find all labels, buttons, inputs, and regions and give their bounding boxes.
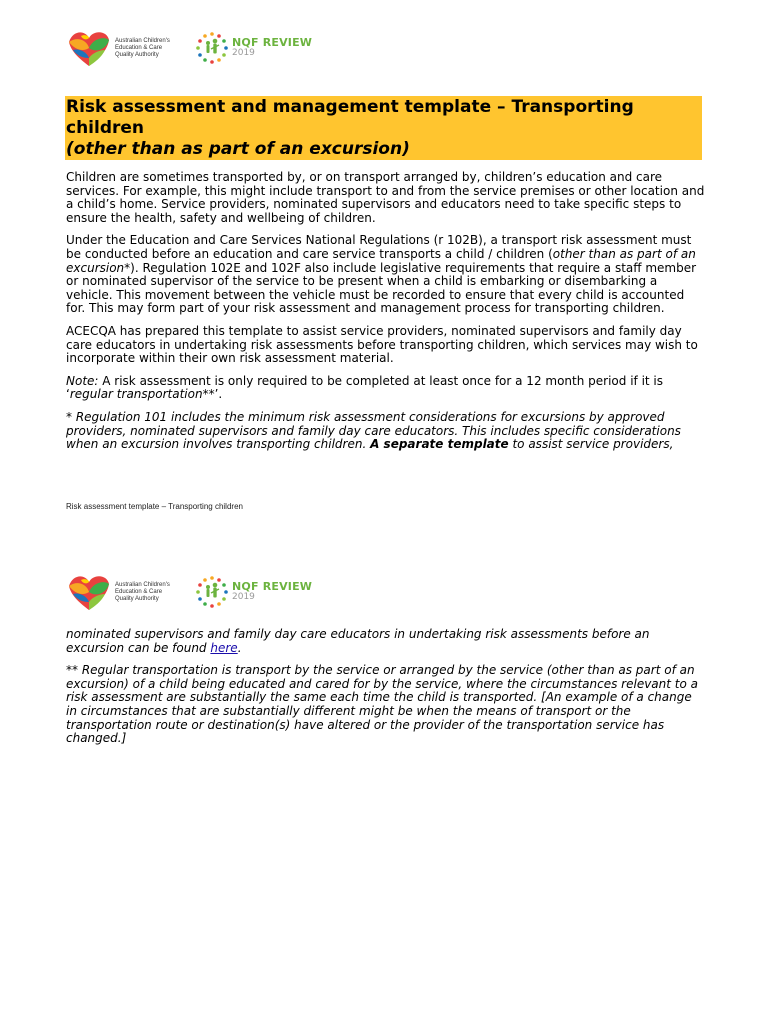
regular-transportation-definition: ** Regular transportation is transport by the service or arranged by the service (other than as part of an excursion) of a child being educated and cared for by the service, where the circumstances relevant to a risk assessment are substantially the same each time the child is transported. [An example of a change in circumstances that are substantially different might be when the means of transport or the transportation route or destination(s) have altered or the provider of the transportation service has changed.] bbox=[66, 663, 698, 746]
nqf-circle-icon bbox=[195, 575, 229, 609]
note-label: Note: bbox=[66, 373, 99, 388]
regulation-text-cont: *). Regulation 102E and 102F also include legislative requirements that require a staff member or nominated supervisor of the service to be present when a child is embarking or disembarking a vehicle. This movement between the vehicle must be recorded to ensure that every child is accounted for. This may form part of your risk assessment and management process for transporting children. bbox=[66, 260, 697, 316]
nqf-review-year: 2019 bbox=[232, 48, 255, 58]
document-body bbox=[66, 171, 706, 461]
regulation-emphasis: other than as part of an excursion bbox=[66, 246, 696, 275]
footnote-text-end: to assist service providers, bbox=[508, 437, 674, 452]
nqf-review-logo bbox=[195, 31, 312, 65]
acecqa-line: Quality Authority bbox=[115, 595, 159, 602]
document-page-2 bbox=[0, 560, 768, 1024]
document-body bbox=[66, 628, 706, 755]
footnote-continued-end: . bbox=[237, 640, 242, 655]
document-subtitle: (other than as part of an excursion) bbox=[66, 139, 410, 159]
header-logos bbox=[67, 572, 312, 612]
note-paragraph bbox=[66, 375, 706, 402]
footnote-continued-text: nominated supervisors and family day care educators in undertaking risk assessments before an excursion can be found bbox=[66, 627, 650, 655]
nqf-circle-icon bbox=[195, 31, 229, 65]
acecqa-logo bbox=[67, 572, 175, 612]
acecqa-line: Australian Children's bbox=[115, 37, 170, 44]
nqf-review-title: NQF REVIEW bbox=[232, 36, 313, 49]
nqf-review-logo bbox=[195, 575, 312, 609]
nqf-review-title: NQF REVIEW bbox=[232, 580, 313, 593]
intro-paragraph: Children are sometimes transported by, or on transport arranged by, children’s education and care services. For example, this might include transport to and from the service premises or other location and a child’s home. Service providers, nominated supervisors and educators need to take specific steps to ensure the health, safety and wellbeing of children. bbox=[66, 170, 705, 225]
acecqa-line: Education & Care bbox=[115, 588, 163, 595]
here-link[interactable]: here bbox=[210, 640, 238, 655]
acecqa-wordmark bbox=[115, 582, 175, 603]
note-emphasis: regular transportation** bbox=[69, 387, 215, 402]
acecqa-line: Australian Children's bbox=[115, 581, 170, 588]
document-title-banner bbox=[65, 96, 702, 160]
acecqa-line: Education & Care bbox=[115, 44, 163, 51]
footnote-paragraph bbox=[66, 411, 706, 452]
nqf-review-year: 2019 bbox=[232, 592, 255, 602]
acecqa-paragraph: ACECQA has prepared this template to assist service providers, nominated supervisors and family day care educators in undertaking risk assessments before transporting children, which services may wish to incorporate within their own risk assessment material. bbox=[66, 323, 698, 366]
acecqa-wordmark bbox=[115, 38, 175, 59]
regulation-text: Under the Education and Care Services National Regulations (r 102B), a transport risk assessment must be conducted before an education and care service transports a child / children ( bbox=[66, 233, 692, 261]
acecqa-line: Quality Authority bbox=[115, 51, 159, 58]
acecqa-emblem-icon bbox=[67, 28, 111, 68]
footnote-text: * Regulation 101 includes the minimum risk assessment considerations for excursions by approved providers, nominated supervisors and family day care educators. This includes specific considerations when an excursion involves transporting children. bbox=[66, 409, 681, 452]
page-footer: Risk assessment template – Transporting children bbox=[66, 502, 243, 511]
regulation-paragraph bbox=[66, 234, 706, 316]
note-text: A risk assessment is only required to be completed at least once for a 12 month period if it is ‘ bbox=[66, 373, 664, 402]
acecqa-logo bbox=[67, 28, 175, 68]
note-text-end: ’. bbox=[214, 387, 223, 402]
document-title: Risk assessment and management template – Transporting children bbox=[66, 97, 634, 138]
footnote-continued bbox=[66, 628, 706, 655]
acecqa-emblem-icon bbox=[67, 572, 111, 612]
footnote-bold: A separate template bbox=[370, 437, 509, 452]
header-logos bbox=[67, 28, 312, 68]
